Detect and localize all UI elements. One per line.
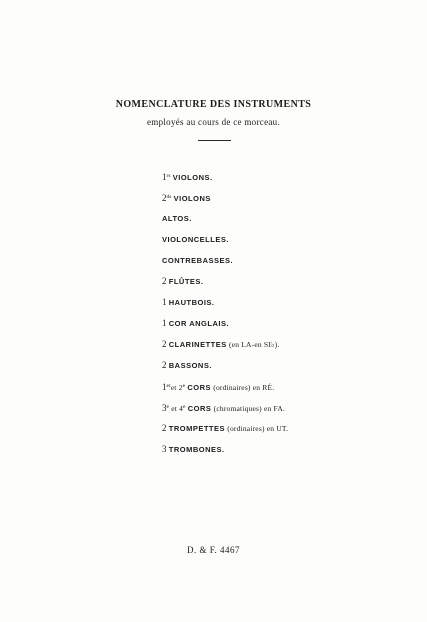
page-title: NOMENCLATURE DES INSTRUMENTS [115, 99, 312, 110]
instrument-count: 2 [162, 360, 167, 370]
instrument-count: 1 [162, 172, 167, 182]
instrument-count-suffix: e [166, 404, 169, 410]
instrument-count-suffix: rs [166, 173, 171, 179]
instrument-name: HAUTBOIS. [168, 298, 215, 307]
instrument-name: VIOLONS. [172, 173, 213, 182]
instrument-detail: (en LA-en SI♭). [229, 340, 280, 349]
instrument-name: ALTOS. [162, 214, 192, 223]
instrument-prefix: et 4 [171, 404, 184, 413]
instrument-item [162, 296, 402, 317]
instrument-item [162, 233, 402, 254]
instrument-item [162, 317, 402, 338]
instrument-item [162, 170, 402, 191]
instrument-item [162, 191, 402, 212]
instrument-name: FLÛTES. [168, 277, 204, 286]
instrument-item [162, 212, 402, 233]
instrument-name: CLARINETTES [168, 340, 227, 349]
instrument-item [162, 443, 402, 464]
instrument-count: 3 [162, 444, 167, 454]
instrument-name: CORS [187, 404, 212, 413]
instrument-count: 3 [162, 403, 167, 413]
instrument-item [162, 380, 402, 401]
instrument-count: 2 [162, 339, 167, 349]
instrument-name: TROMBONES. [168, 445, 225, 454]
instrument-item [162, 338, 402, 359]
publisher-plate-number: D. & F. 4467 [186, 545, 241, 555]
instrument-name: CONTREBASSES. [162, 256, 234, 265]
instrument-count: 2 [162, 193, 167, 203]
instrument-count: 2 [162, 423, 167, 433]
instrument-count: 2 [162, 276, 167, 286]
instrument-list [162, 170, 402, 464]
instrument-count: 1 [162, 318, 167, 328]
page-subtitle: employés au cours de ce morceau. [146, 117, 281, 127]
instrument-item [162, 401, 402, 422]
instrument-count-suffix: ds [166, 194, 172, 200]
instrument-prefix: et 2 [170, 383, 183, 392]
instrument-prefix-suffix: e [183, 404, 186, 410]
title-divider [198, 140, 231, 141]
instrument-item [162, 422, 402, 443]
instrument-name: CORS [187, 383, 211, 392]
instrument-item [162, 275, 402, 296]
instrument-detail: (chromatiques) en FA. [213, 404, 286, 413]
instrument-name: BASSONS. [168, 361, 212, 370]
instrument-item [162, 254, 402, 275]
instrument-detail: (ordinaires) en UT. [227, 424, 289, 433]
instrument-count: 1 [162, 382, 167, 392]
instrument-name: VIOLONS [173, 194, 211, 203]
instrument-item [162, 359, 402, 380]
instrument-name: COR ANGLAIS. [168, 319, 230, 328]
instrument-name: VIOLONCELLES. [162, 235, 229, 244]
instrument-count-suffix: er [166, 383, 171, 389]
instrument-detail: (ordinaires) en RÉ. [213, 383, 275, 392]
instrument-count: 1 [162, 297, 167, 307]
instrument-prefix-suffix: e [182, 383, 186, 389]
instrument-name: TROMPETTES [168, 424, 226, 433]
